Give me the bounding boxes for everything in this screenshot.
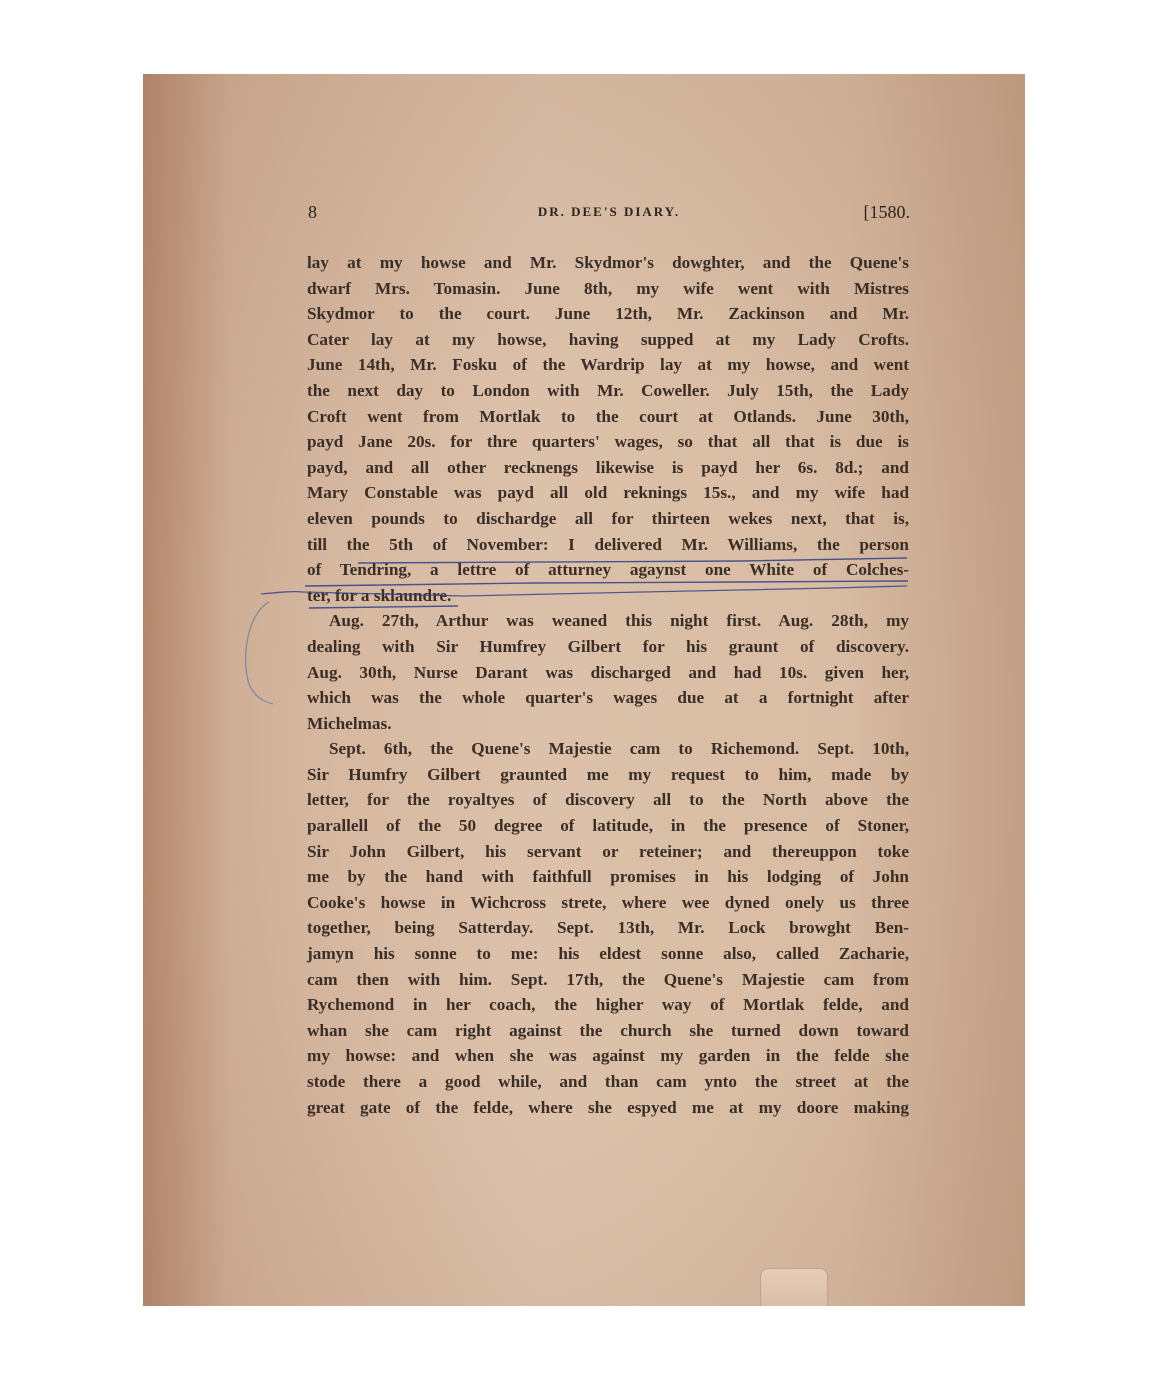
text-line: parallell of the 50 degree of latitude, in the presence of Stoner, [307,816,909,836]
text-line: together, being Satterday. Sept. 13th, Mr. Lock browght Ben- [307,918,909,938]
text-line: cam then with him. Sept. 17th, the Quene's Majestie cam from [307,969,909,989]
text-line: great gate of the felde, where she espyed me at my doore making [307,1097,909,1117]
year-heading: [1580. [863,202,910,222]
running-header [308,202,910,228]
text-line: dwarf Mrs. Tomasin. June 8th, my wife went with Mistres [307,278,909,298]
text-line: dealing with Sir Humfrey Gilbert for his graunt of discovery. [307,636,909,656]
margin-bracket-mark [246,602,273,704]
text-line: whan she cam right against the church she turned down toward [307,1020,909,1040]
text-line: eleven pounds to dischardge all for thirteen wekes next, that is, [307,508,909,528]
text-line: me by the hand with faithfull promises in his lodging of John [307,867,909,887]
text-line: stode there a good while, and than cam ynto the street at the [307,1072,909,1091]
text-line: Skydmor to the court. June 12th, Mr. Zackinson and Mr. [307,304,909,324]
text-line: of Tendring, a lettre of atturney agaynst one White of Colches- [307,560,909,580]
text-line: till the 5th of November: I delivered Mr. Williams, the person [307,534,909,554]
running-title: DR. DEE'S DIARY. [537,204,681,219]
text-line: Croft went from Mortlak to the court at Otlands. June 30th, [307,406,909,426]
text-line: Cater lay at my howse, having supped at my Lady Crofts. [307,329,909,349]
text-line: my howse: and when she was against my garden in the felde she [307,1046,909,1066]
text-line: jamyn his sonne to me: his eldest sonne also, called Zacharie, [307,944,909,964]
text-line: Aug. 30th, Nurse Darant was discharged and had 10s. given her, [307,662,909,682]
page-number: 8 [308,202,317,222]
text-line: June 14th, Mr. Fosku of the Wardrip lay at my howse, and went [307,355,909,375]
page-tab-mark [760,1268,828,1306]
text-line: the next day to London with Mr. Coweller. July 15th, the Lady [307,380,909,400]
text-line: Mary Constable was payd all old reknings 15s., and my wife had [307,483,909,503]
text-line: letter, for the royaltyes of discovery all to the North above the [307,790,909,810]
text-line: Sir John Gilbert, his servant or reteiner; and thereuppon toke [307,841,909,861]
text-line: ter, for a sklaundre. [307,585,452,605]
text-line: Sept. 6th, the Quene's Majestie cam to Richemond. Sept. 10th, [329,739,909,759]
text-line: Cooke's howse in Wichcross strete, where wee dyned onely us three [307,892,909,912]
text-line: Sir Humfry Gilbert graunted me my request to him, made by [307,764,909,784]
text-line: lay at my howse and Mr. Skydmor's dowghter, and the Quene's [307,253,909,272]
text-line: which was the whole quarter's wages due at a fortnight after [307,688,909,708]
text-line: Rychemond in her coach, the higher way of Mortlak felde, and [307,995,909,1015]
text-line: payd Jane 20s. for thre quarters' wages, so that all that is due is [307,432,909,452]
scanned-page [143,74,1025,1306]
text-line: payd, and all other recknengs likewise is payd her 6s. 8d.; and [307,457,909,477]
diary-text [307,250,909,1120]
text-line: Michelmas. [307,713,392,733]
text-line: Aug. 27th, Arthur was weaned this night first. Aug. 28th, my [329,611,909,631]
